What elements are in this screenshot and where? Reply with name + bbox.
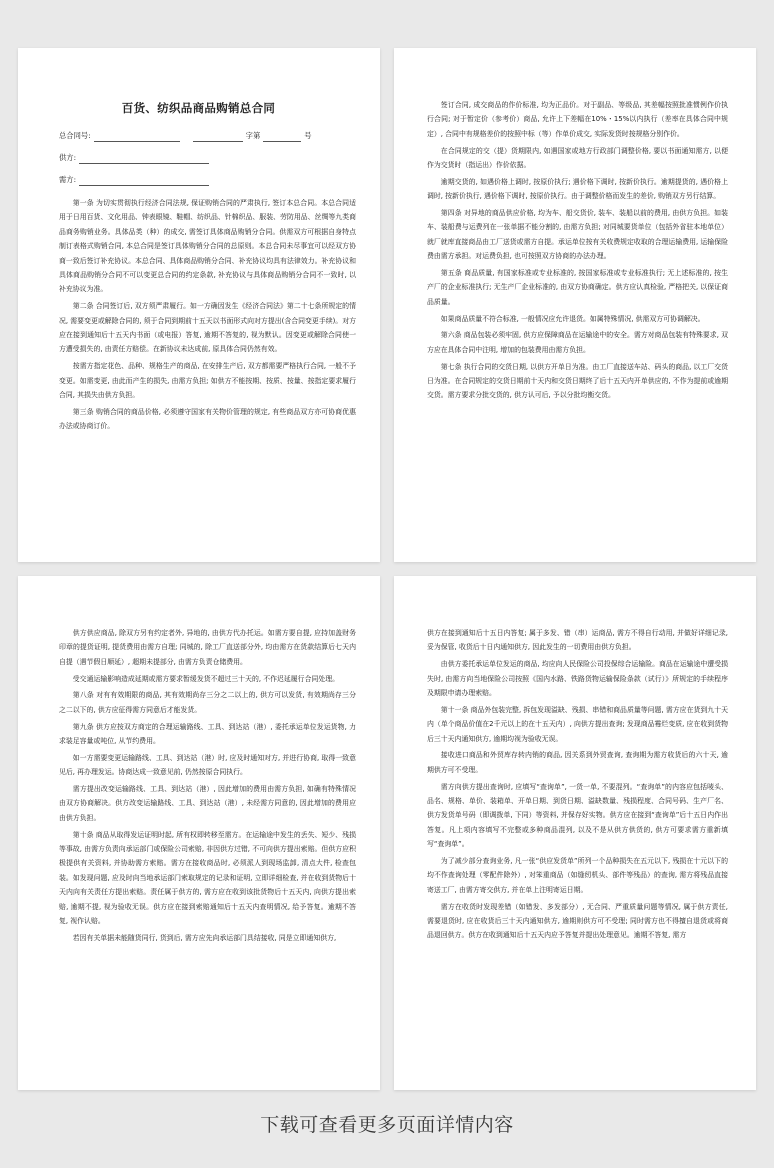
- paragraph: 第五条 商品质量, 有国家标准或专业标准的, 按国家标准或专业标准执行; 无上述标准的, 按生产厂的企业标准执行; 无生产厂企业标准的, 由双方协商确定。供方应认真检验, 严格把关, 以保证商品质量。: [427, 269, 728, 306]
- paragraph: 按需方指定花色、品种、规格生产的商品, 在安排生产后, 双方都需要严格执行合同, 一般不予变更。如需变更, 由此而产生的损失, 由需方负担; 如供方不能按期、按质、按量、按指定要求履行合同, 其损失由供方负担。: [59, 362, 356, 400]
- paragraph: 签订合同, 成交商品的作价标准, 均为正品价。对于副品、等级品, 其差幅按照批准惯例作价执行合同; 对于暂定价（参考价）商品, 允许上下差幅在10%・15%以内执行（差率在具体合同中规定）, 合同中有规格差价的按照中标（等）作单价成交, 实际发货时按规格分别作价。: [427, 101, 728, 138]
- paragraph: 如一方需要变更运输路线、工具、到达站（港）时, 应及时通知对方, 并进行协商, 取得一致意见后, 再办理发运。协商达成一致意见前, 仍然按原合同执行。: [59, 753, 356, 777]
- supplier-label: 供方:: [59, 153, 77, 162]
- paragraph: 第三条 购销合同的商品价格, 必须遵守国家有关物价管理的规定, 有些商品双方亦可协商优惠办法或协商订价。: [59, 407, 356, 431]
- contract-serial-blank: [263, 132, 301, 142]
- paragraph: 为了减少部分查询业务, 凡一张“供应发货单”所列一个品种损失在五元以下, 残损在十元以下的均不作查询处理（零配件除外）, 对笨重商品（如缝纫机头、部件等残品）的查询, 需方将残品直接寄送工厂, 由需方寄交供方, 并在单上注明寄运日期。: [427, 857, 728, 894]
- paragraph: 需方在收货时发现差错（如错发、多发部分）, 无合同、严重质量问题等情况, 属于供方责任, 需要退货时, 应在收货后三十天内通知供方, 逾期则供方可不受理; 同时需方也不得擅自退货或将商品退回供方。供方在收到通知后十五天内应予答复并提出处理意见。逾期不答复, 需方: [427, 902, 728, 940]
- contract-number-blank: [94, 132, 180, 142]
- buyer-line: [59, 174, 356, 186]
- document-page-3: [18, 576, 380, 1090]
- zi-di-label: 字第: [245, 131, 261, 140]
- document-title: 百货、纺织品商品购销总合同: [121, 101, 276, 115]
- paragraph: 第四条 对异地的商品供应价格, 均为车、船交货价, 装车、装船以前的费用, 由供方负担。如装车、装船费与运费列在一张单据不能分割的, 由需方负担; 对同城要货单位（包括外省驻本地单位）就厂就库直接商品由工厂送货或需方自提。承运单位按有关收费规定收取的合理运输费用, 运输保险费由需方承担。对运费负担, 也可按照双方协商的办法办理。: [427, 209, 728, 261]
- paragraph: 第十一条 商品外包装完整, 拆包发现溢缺、残损、串错和商品质量等问题, 需方应在货到九十天内（单个商品价值在2千元以上的在十五天内）, 向供方提出查询; 发现商品霉烂变质, 应在收到货物后三十天内通知供方, 逾期均视为验收无误。: [427, 705, 728, 743]
- paragraph: 第七条 执行合同的交货日期, 以供方开单日为准。由工厂直接送车站、码头的商品, 以工厂交货日为准。在合同规定的交货日期前十天内和交货日期终了后十五天内开单供应的, 不作为提前或逾期交货。需方要求分批交货的, 供方认可后, 予以分批均衡交货。: [427, 362, 728, 400]
- paragraph: 若因有关单据未能随货同行, 货到后, 需方应先向承运部门具结接收, 同是立即通知供方,: [72, 933, 337, 942]
- buyer-label: 需方:: [59, 175, 77, 184]
- paragraph: 供方在接到通知后十五日内答复; 属于多发、错（串）运商品, 需方不得自行动用, 并做好详细记录, 妥为保管, 收货后十日内通知供方, 因此发生的一切费用由供方负担。: [427, 629, 728, 652]
- contract-prefix-blank: [193, 132, 243, 142]
- contract-number-label: 总合同号:: [59, 131, 91, 140]
- paragraph: 第九条 供方应按双方商定的合理运输路线、工具、到达站（港）, 委托承运单位发运货物, 力求装足容量或吨位, 从节约费用。: [59, 722, 356, 746]
- document-page-4: [394, 576, 756, 1090]
- paragraph: 逾期交货的, 如遇价格上调时, 按原价执行; 遇价格下调时, 按新价执行。逾期提货的, 遇价格上调时, 按新价执行, 遇价格下调时, 按原价执行。由于调整价格而发生的差价, 购销双方另行结算。: [427, 177, 728, 201]
- paragraph: 接收进口商品和外贸库存转内销的商品, 因关系到外贸查询, 查询期为需方收货后的六十天, 逾期供方可不受理。: [427, 751, 728, 774]
- supplier-line: [59, 152, 356, 164]
- contract-number-line: [59, 130, 356, 142]
- paragraph: 受交通运输影响造成延期或需方要求暂缓发货不超过三十天的, 不作迟延履行合同处理。: [72, 674, 340, 683]
- paragraph: 第一条 为切实贯彻执行经济合同法规, 保证购销合同的严肃执行, 签订本总合同。本总合同适用于日用百货、文化用品、钟表眼镜、鞋帽、纺织品、针棉织品、服装、劳防用品、丝绸等九类商品商务购销业务。具体品类（种）的成交, 需签订具体商品购销分合同。供需双方可根据自身特点制订表格式购销合同, 本总合同是签订具体购销分合同的总原则。本总合同未尽事宜可以经双方协商一致后签订补充协议。本总合同、具体商品购销分合同、补充协议均具有法律效力。补充协议和具体商品购销分合同不可以变更总合同的约定条款, 补充协议与具体商品购销分合同不一致时, 以补充协议为准。: [59, 199, 356, 294]
- paragraph: 如果商品质量不符合标准, 一般情况应允许退货。如属特殊情况, 供需双方可协调解决。: [440, 314, 705, 323]
- buyer-blank: [79, 176, 209, 186]
- paragraph: 需方向供方提出查询时, 应填写“查询单”, 一货一单, 不要混列。“查询单”的内容应包括唛头、品名、规格、单价、装箱单、开单日期、到货日期、溢缺数量、残损程度、合同号码、生产厂名、供方发货单号码（即调拨单, 下同）等资料, 并保存好实物。供方应在接到“查询单”后十五日内作出答复。凡上项内容填写不完整或多种商品混列, 以及不是从供方供货的, 供方可要求需方重新填写“查询单”。: [427, 782, 728, 849]
- paragraph: 供方供应商品, 除双方另有约定者外, 异地的, 由供方代办托运。如需方要自提, 应持加盖财务印章的提货证明, 提货费用由需方自理; 同城的, 除工厂直送部分外, 均由需方在货款结算后七天内自提（遇节假日顺延）, 超期未提部分, 由需方负责仓储费用。: [59, 629, 356, 666]
- paragraph: 在合同规定的交（提）货期限内, 如遇国家或地方行政部门调整价格, 要以书面通知需方, 以便作为交货时（指运出）作价依据。: [427, 146, 728, 170]
- document-page-1: [18, 48, 380, 562]
- paragraph: 需方提出改变运输路线、工具、到达站（港）, 因此增加的费用由需方负担, 如确有特殊情况由双方协商解决。供方改变运输路线、工具、到达站（港）, 未经需方同意的, 因此增加的费用应由供方负担。: [59, 785, 356, 822]
- document-page-2: [394, 48, 756, 562]
- supplier-blank: [79, 154, 209, 164]
- paragraph: 第六条 商品包装必须牢固, 供方应保障商品在运输途中的安全。需方对商品包装有特殊要求, 双方应在具体合同中注明, 增加的包装费用由需方负担。: [427, 331, 728, 354]
- paragraph: 由供方委托承运单位发运的商品, 均应向人民保险公司投保综合运输险。商品在运输途中遭受损失时, 由需方向当地保险公司按照《国内水路、铁路货物运输保险条款（试行）》所规定的手续程序及期限申请办理索赔。: [427, 660, 728, 698]
- paragraph: 第十条 商品从取得发运证明时起, 所有权即转移至需方。在运输途中发生的丢失、短少、残损等事故, 由需方负责向承运部门或保险公司索赔, 非因供方过错, 不可向供方提出索赔。但供方应积极提供有关资料, 并协助需方索赔。需方在接收商品时, 必须派人到现场监卸, 清点大件, 检查包装。如发现问题, 应及时向当地承运部门索取规定的记录和证明, 立即详细检查, 并在收到货物后十天内向有关责任方提出索赔。责任属于供方的, 需方应在收到该批货物后十五天内, 向供方提出索赔, 逾期不提, 视为验收无误。供方应在接到索赔通知后十五天内查明情况, 给予答复。逾期不答复, 视作认赔。: [59, 830, 356, 926]
- hao-label: 号: [304, 131, 312, 140]
- download-more-caption: 下载可查看更多页面详情内容: [260, 1114, 514, 1136]
- paragraph: 第八条 对有有效期限的商品, 其有效期尚存三分之二以上的, 供方可以发货, 有效期尚存三分之二以下的, 供方应征得需方同意后才能发货。: [59, 691, 356, 714]
- paragraph: 第二条 合同签订后, 双方须严肃履行。如一方确因发生《经济合同法》第二十七条所规定的情况, 需要变更或解除合同的, 须于合同到期前十五天以书面形式向对方提出(含合同变更手续)。对方应在接到通知后十五天内书面（或电报）答复, 逾期不答复的, 视为默认。因变更或解除合同使一方遭受损失的, 由责任方赔偿。在新协议未达成前, 原具体合同仍然有效。: [59, 302, 356, 354]
